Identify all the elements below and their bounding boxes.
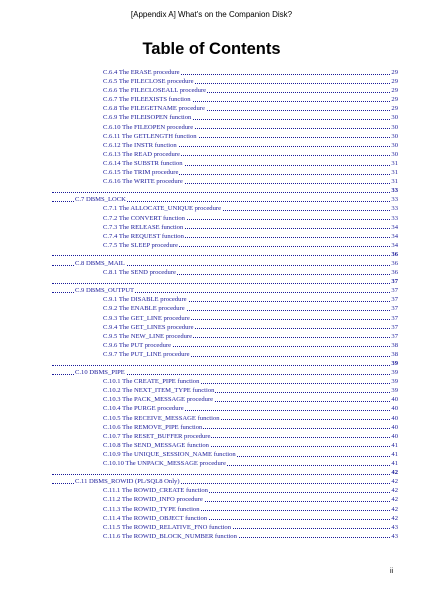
toc-entry-title[interactable]: C.6.6 The FILECLOSEALL procedure [103,87,207,95]
toc-entry-page[interactable]: 39 [391,360,398,367]
toc-entry-title[interactable]: C.11.5 The ROWID_RELATIVE_FNO function [103,523,232,531]
toc-entry-page[interactable]: 38 [391,350,398,358]
dot-leader [52,255,398,256]
toc-entry[interactable] [52,486,398,495]
toc-entry-page[interactable]: 40 [391,423,398,431]
toc-entry-title[interactable]: C.11.3 The ROWID_TYPE function [103,505,200,513]
toc-entry-page[interactable]: 37 [391,332,398,340]
toc-entry[interactable] [52,423,398,432]
toc-entry[interactable] [52,350,398,359]
toc-entry-page[interactable]: 40 [391,396,398,404]
toc-entry[interactable] [52,314,398,323]
toc-entry-page[interactable]: 33 [391,196,398,204]
toc-entry[interactable] [52,532,398,541]
toc-entry-title[interactable]: C.10.8 The SEND_MESSAGE function [103,441,209,449]
toc-entry-title[interactable]: C.6.16 The WRITE procedure [103,178,183,186]
toc-entry-page[interactable]: 37 [391,314,398,322]
toc-entry-title[interactable]: C.10 DBMS_PIPE [75,369,125,377]
toc-entry[interactable] [52,123,398,132]
toc-entry-page[interactable]: 40 [391,432,398,440]
toc-entry[interactable] [52,414,398,423]
toc-entry-title[interactable]: C.9.3 The GET_LINE procedure [103,314,190,322]
toc-entry-title[interactable]: C.9.6 The PUT procedure [103,341,172,349]
toc-entry-title[interactable]: C.8.1 The SEND procedure [103,269,176,277]
toc-entry[interactable] [52,214,398,223]
toc-entry[interactable] [52,141,398,150]
toc-entry-page[interactable]: 31 [391,169,398,177]
toc-entry-page[interactable]: 41 [391,460,398,468]
toc-entry[interactable] [52,268,398,277]
toc-entry-page[interactable]: 36 [391,259,398,267]
toc-entry-title[interactable]: C.11.2 The ROWID_INFO procedure [103,496,203,504]
toc-entry-page[interactable]: 30 [391,132,398,140]
toc-entry-page[interactable]: 30 [391,150,398,158]
toc-chapter-row[interactable] [52,186,398,195]
toc-entry-title[interactable]: C.10.5 The RECEIVE_MESSAGE function [103,414,220,422]
toc-entry-page[interactable]: 34 [391,223,398,231]
toc-entry-title[interactable]: C.9 DBMS_OUTPUT [75,287,134,295]
toc-entry[interactable] [52,377,398,386]
toc-entry[interactable] [52,341,398,350]
toc-entry-title[interactable]: C.6.9 The FILEISOPEN function [103,114,192,122]
toc-entry[interactable] [52,304,398,313]
toc-entry-page[interactable]: 43 [391,523,398,531]
toc-entry-page[interactable]: 34 [391,241,398,249]
toc-entry-page[interactable]: 41 [391,441,398,449]
toc-entry[interactable] [52,241,398,250]
toc-entry-page[interactable]: 36 [391,250,398,258]
toc-entry-page[interactable]: 42 [391,487,398,495]
toc-entry-title[interactable]: C.9.4 The GET_LINES procedure [103,323,194,331]
toc-entry-title[interactable]: C.9.7 The PUT_LINE procedure [103,350,190,358]
toc-entry-page[interactable]: 40 [391,405,398,413]
toc-entry[interactable] [52,113,398,122]
toc-entry-page[interactable]: 33 [391,187,398,195]
toc-entry[interactable] [52,150,398,159]
toc-entry-page[interactable]: 37 [391,296,398,304]
toc-entry-title[interactable]: C.10.9 The UNIQUE_SESSION_NAME function [103,450,236,458]
dot-leader [52,283,398,284]
toc-entry-page[interactable]: 42 [391,514,398,522]
toc-entry[interactable] [52,332,398,341]
toc-entry-page[interactable]: 29 [391,105,398,113]
toc-entry-page[interactable]: 31 [391,159,398,167]
page-number: ii [390,568,394,575]
toc-entry[interactable] [52,168,398,177]
dot-leader [52,365,398,366]
toc-entry-page[interactable]: 33 [391,205,398,213]
toc-entry-page[interactable]: 30 [391,114,398,122]
toc-entry-page[interactable]: 30 [391,141,398,149]
toc-entry[interactable] [52,286,398,295]
toc-entry-title[interactable]: C.11.1 The ROWID_CREATE function [103,487,208,495]
toc-entry[interactable] [52,386,398,395]
toc-entry-title[interactable]: C.6.14 The SUBSTR function [103,159,183,167]
toc-entry-page[interactable]: 33 [391,214,398,222]
toc-entry-page[interactable]: 40 [391,414,398,422]
toc-entry[interactable] [52,404,398,413]
toc-entry[interactable] [52,441,398,450]
toc-entry-title[interactable]: C.6.8 The FILEGETNAME procedure [103,105,205,113]
toc-entry-title[interactable]: C.10.1 The CREATE_PIPE function [103,378,200,386]
toc-entry-page[interactable]: 42 [391,505,398,513]
toc-entry[interactable] [52,86,398,95]
toc-entry[interactable] [52,514,398,523]
toc-chapter-row[interactable] [52,359,398,368]
toc-entry-title[interactable]: C.7.1 The ALLOCATE_UNIQUE procedure [103,205,221,213]
toc-entry-page[interactable]: 42 [391,469,398,477]
toc-entry-title[interactable]: C.10.2 The NEXT_ITEM_TYPE function [103,387,215,395]
toc-chapter-row[interactable] [52,468,398,477]
toc-entry[interactable] [52,523,398,532]
dot-leader [52,192,398,193]
toc-entry-page[interactable]: 29 [391,78,398,86]
toc-entry-page[interactable]: 37 [391,278,398,286]
toc-entry-title[interactable]: C.6.12 The INSTR function [103,141,177,149]
toc-entry-page[interactable]: 36 [391,269,398,277]
toc-entry-page[interactable]: 37 [391,305,398,313]
toc-entry[interactable] [52,323,398,332]
toc-entry-title[interactable]: C.10.4 The PURGE procedure [103,405,184,413]
toc-entry[interactable] [52,95,398,104]
toc-entry[interactable] [52,232,398,241]
toc-entry-title[interactable]: C.6.4 The ERASE procedure [103,69,180,76]
toc-entry-title[interactable]: C.7.5 The SLEEP procedure [103,241,178,249]
toc-entry-title[interactable]: C.10.10 The UNPACK_MESSAGE procedure [103,460,226,468]
toc-entry-title[interactable]: C.6.13 The READ procedure [103,150,180,158]
toc-entry-title[interactable]: C.11.6 The ROWID_BLOCK_NUMBER function [103,532,237,540]
toc-entry[interactable] [52,395,398,404]
toc-entry-title[interactable]: C.6.15 The TRIM procedure [103,169,179,177]
toc-entry-title[interactable]: C.11 DBMS_ROWID (PL/SQL8 Only) [75,478,180,486]
toc-chapter-row[interactable] [52,250,398,259]
toc-entry-title[interactable]: C.7.2 The CONVERT function [103,214,185,222]
toc-entry-title[interactable]: C.7.3 The RELEASE function [103,223,184,231]
toc-entry-title[interactable]: C.6.5 The FILECLOSE procedure [103,78,194,86]
toc-entry[interactable] [52,295,398,304]
toc-entry[interactable] [52,450,398,459]
toc-entry[interactable] [52,223,398,232]
page-title: Table of Contents [142,40,281,58]
toc-entry-page[interactable]: 39 [391,369,398,377]
toc-entry[interactable] [52,459,398,468]
toc-entry[interactable] [52,159,398,168]
toc-entry-page[interactable]: 37 [391,323,398,331]
dot-leader [52,474,398,475]
toc-entry-title[interactable]: C.10.6 The REMOVE_PIPE function [103,423,203,431]
toc-entry-title[interactable]: C.10.7 The RESET_BUFFER procedure [103,432,211,440]
toc-entry-title[interactable]: C.7 DBMS_LOCK [75,196,126,204]
toc-entry-title[interactable]: C.6.7 The FILEEXISTS function [103,96,191,104]
toc-entry-title[interactable]: C.7.4 The REQUEST function [103,232,184,240]
toc-entry-page[interactable]: 37 [391,287,398,295]
toc-entry[interactable] [52,132,398,141]
toc-entry[interactable] [52,68,398,77]
toc-entry-page[interactable]: 39 [391,378,398,386]
toc-entry-page[interactable]: 42 [391,496,398,504]
toc-entry-page[interactable]: 39 [391,387,398,395]
toc-entry-title[interactable]: C.6.10 The FILEOPEN procedure [103,123,194,131]
toc-entry-title[interactable]: C.11.4 The ROWID_OBJECT function [103,514,208,522]
toc-entry-page[interactable]: 43 [391,532,398,540]
toc-entry-page[interactable]: 30 [391,123,398,131]
toc-entry[interactable] [52,432,398,441]
toc-entry[interactable] [52,195,398,204]
toc-entry-page[interactable]: 41 [391,450,398,458]
toc-entry-page[interactable]: 34 [391,232,398,240]
toc-entry[interactable] [52,204,398,213]
toc-entry-title[interactable]: C.9.5 The NEW_LINE procedure [103,332,193,340]
toc-entry-title[interactable]: C.6.11 The GETLENGTH function [103,132,197,140]
toc-entry-page[interactable]: 31 [391,178,398,186]
table-of-contents [52,68,398,541]
toc-entry[interactable] [52,259,398,268]
toc-entry[interactable] [52,104,398,113]
toc-entry-page[interactable]: 29 [391,96,398,104]
toc-entry[interactable] [52,505,398,514]
toc-entry-title[interactable]: C.10.3 The PACK_MESSAGE procedure [103,396,214,404]
toc-entry[interactable] [52,495,398,504]
toc-entry[interactable] [52,77,398,86]
running-header: [Appendix A] What's on the Companion Disk? [130,10,293,19]
toc-entry-title[interactable]: C.9.1 The DISABLE procedure [103,296,187,304]
toc-entry-title[interactable]: C.8 DBMS_MAIL [75,259,125,267]
toc-entry-title[interactable]: C.9.2 The ENABLE procedure [103,305,185,313]
toc-entry-page[interactable]: 29 [391,87,398,95]
toc-entry[interactable] [52,477,398,486]
toc-chapter-row[interactable] [52,277,398,286]
toc-entry-page[interactable]: 38 [391,341,398,349]
toc-entry[interactable] [52,368,398,377]
toc-entry-page[interactable]: 42 [391,478,398,486]
toc-entry-page[interactable]: 29 [391,69,398,76]
toc-entry[interactable] [52,177,398,186]
